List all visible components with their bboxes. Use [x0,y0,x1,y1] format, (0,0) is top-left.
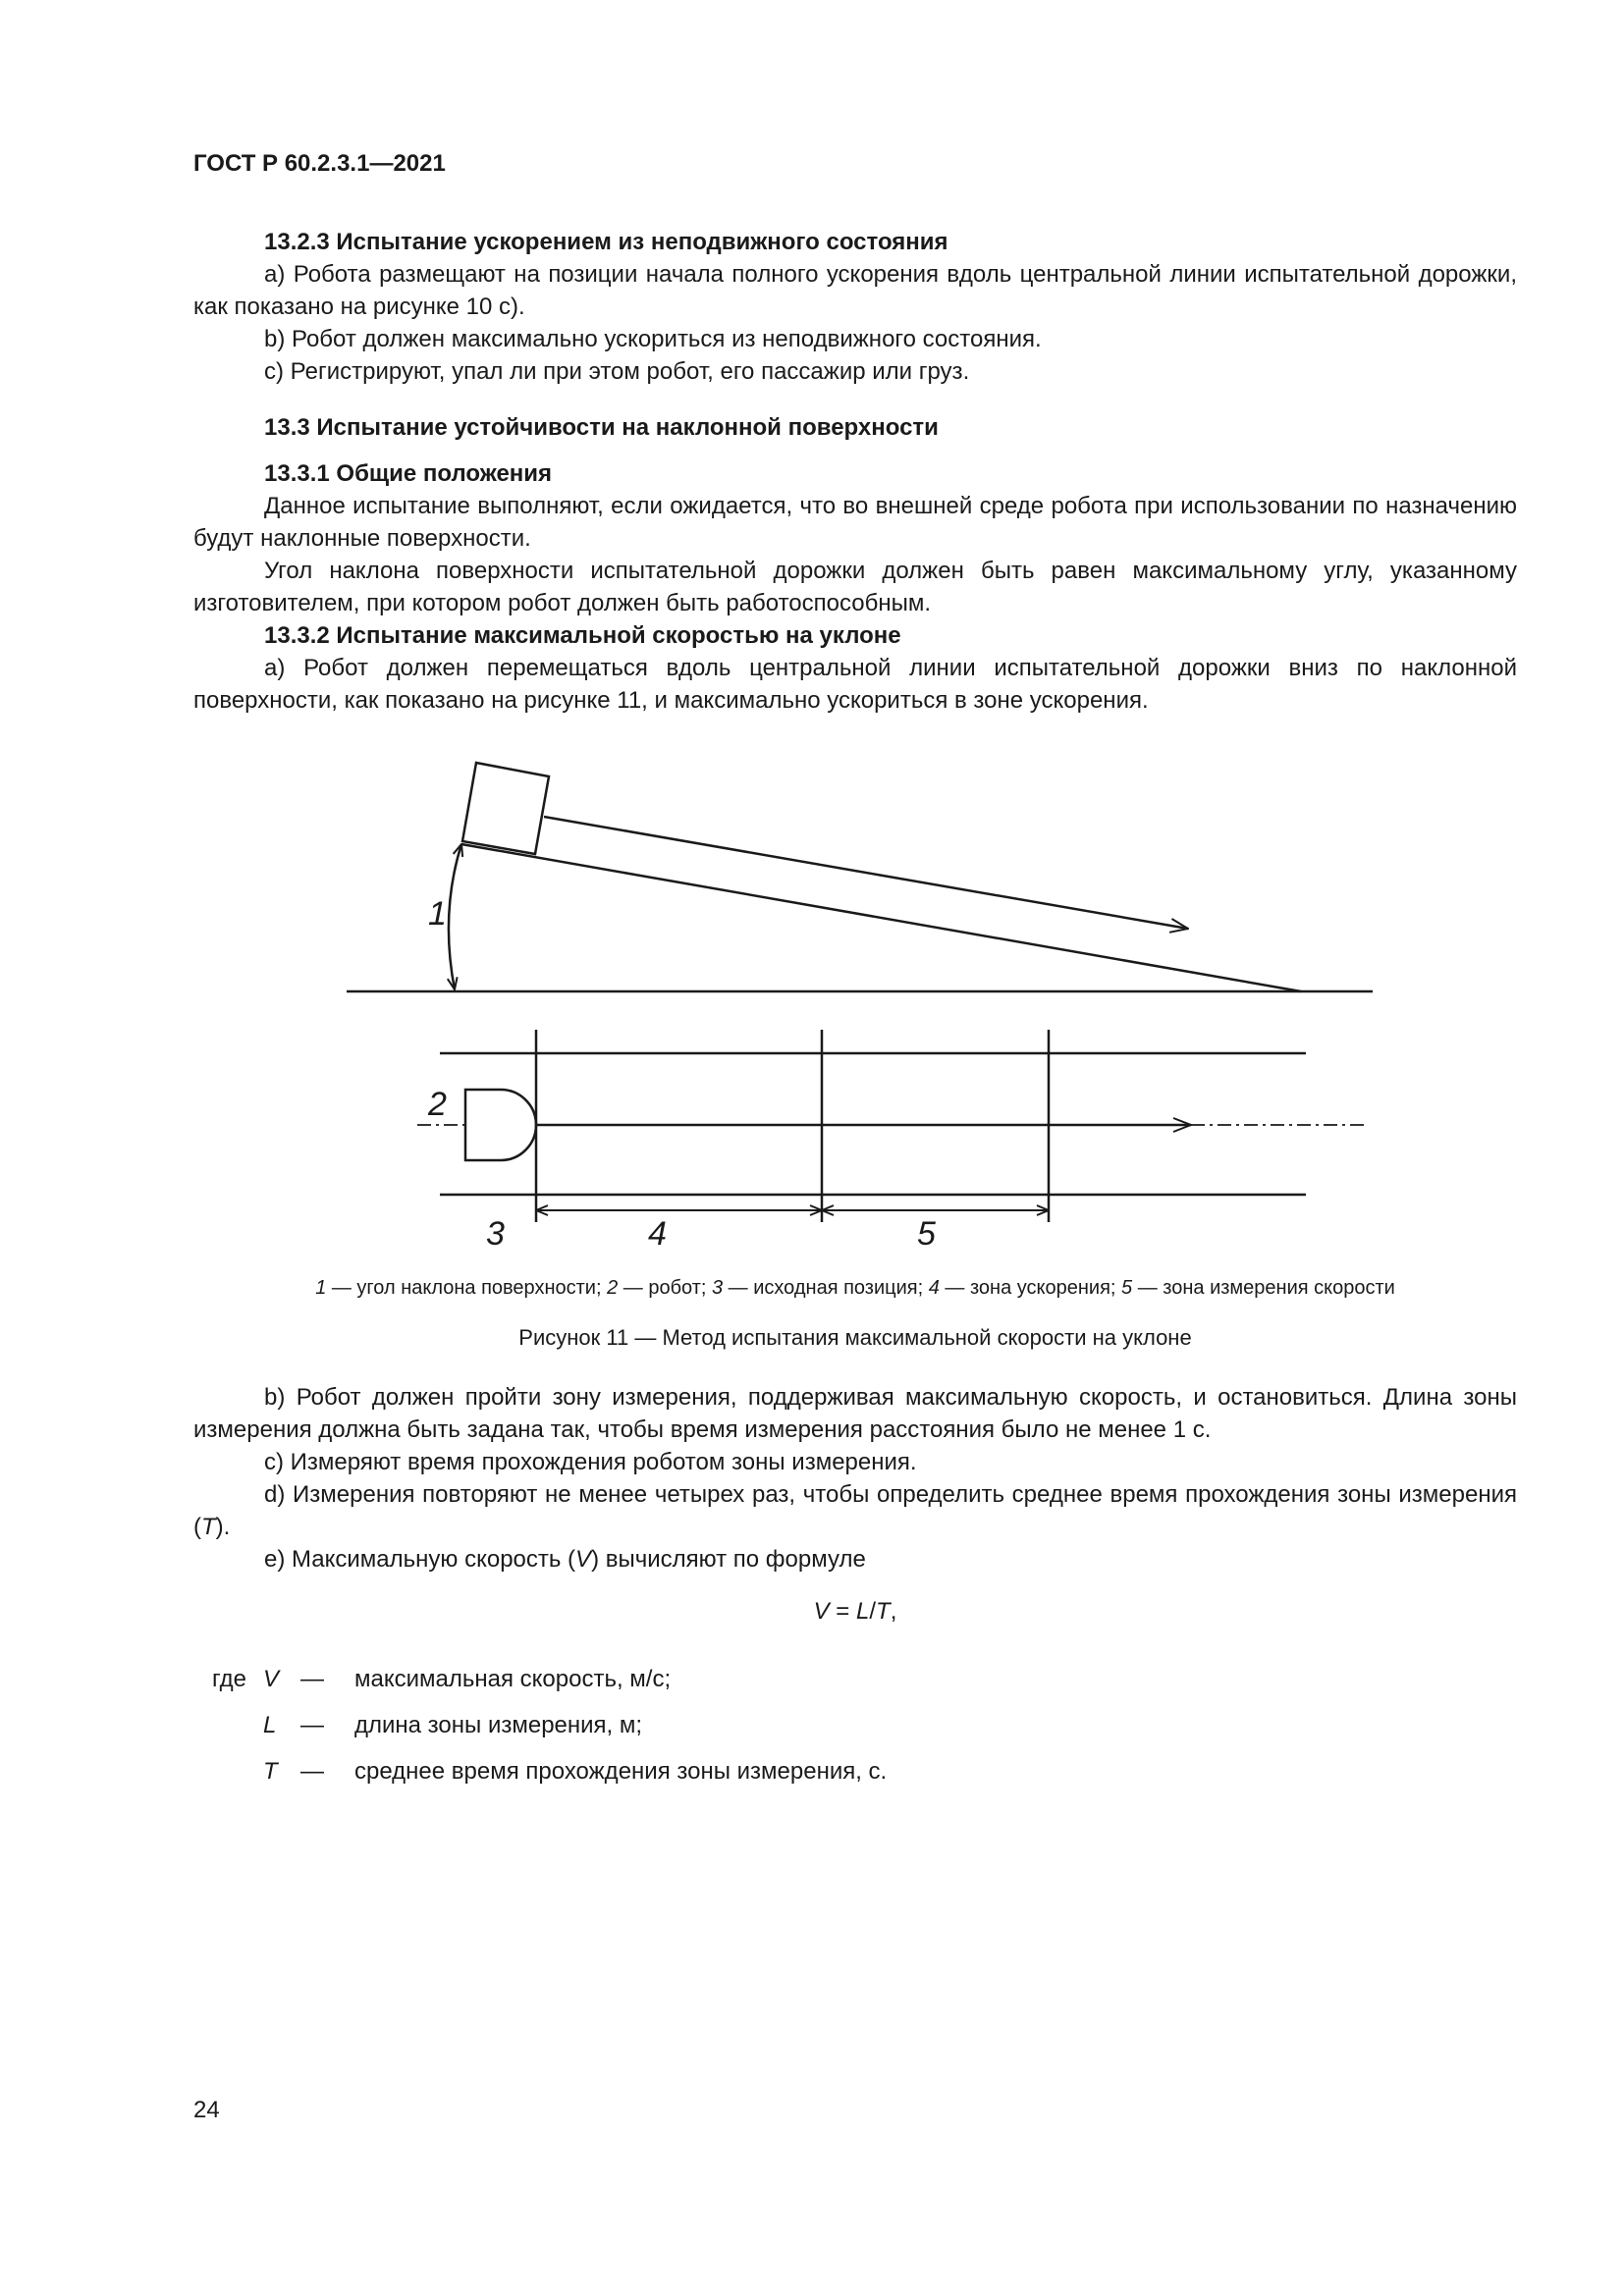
robot-side-view [462,763,549,854]
legend-num-2: 2 [607,1277,619,1299]
legend-num-1: 1 [315,1277,327,1299]
paragraph-13-3-1-2: Угол наклона поверхности испытательной дорожки должен быть равен максимальному углу, указанному изготовителем, при котором робот должен быть работоспособным. [193,558,1517,616]
paragraph-13-3-2-a: a) Робот должен перемещаться вдоль центральной линии испытательной дорожки вниз по наклонной поверхности, как показано на рисунке 11, и максимально ускориться в зоне ускорения. [193,655,1517,714]
para-e-pre: e) Максимальную скорость ( [264,1546,576,1573]
definition-dash: — [300,1666,324,1692]
label-3: 3 [486,1215,505,1253]
legend-text-4: — зона ускорения; [939,1277,1122,1299]
paragraph-13-3-2-d [193,1478,1517,1543]
definition-text: длина зоны измерения, м; [354,1712,643,1738]
paragraph-13-2-3-b: b) Робот должен максимально ускориться из неподвижного состояния. [264,326,1042,352]
slope-angle-arc [449,844,461,989]
definition-text: среднее время прохождения зоны измерения, с. [354,1758,888,1785]
robot-path-arrow [544,817,1188,929]
definition-prefix: где [212,1666,247,1692]
definition-dash: — [300,1712,324,1738]
paragraph-13-3-2-e [193,1543,1517,1575]
legend-text-5: — зона измерения скорости [1132,1277,1395,1299]
inclined-surface [461,844,1301,991]
page-number: 24 [193,2097,220,2123]
label-5: 5 [917,1215,936,1253]
definition-text: максимальная скорость, м/с; [354,1666,672,1692]
section-heading-13-2-3: 13.2.3 Испытание ускорением из неподвижного состояния [264,229,948,255]
legend-text-3: — исходная позиция; [723,1277,929,1299]
formula-l: L [856,1598,870,1625]
definition-symbol: L [263,1712,277,1738]
formula-end: , [890,1598,897,1625]
para-d-var: T [201,1514,216,1540]
paragraph-13-3-2-b: b) Робот должен пройти зону измерения, поддерживая максимальную скорость, и остановиться. Длина зоны измерения должна быть задана так, чтобы время измерения расстояния было не менее 1 с. [193,1384,1517,1443]
document-code: ГОСТ Р 60.2.3.1—2021 [193,150,446,177]
formula [193,1598,1517,1626]
definition-dash: — [300,1758,324,1785]
formula-slash: / [869,1598,877,1625]
para-e-post: ) вычисляют по формуле [591,1546,866,1573]
definition-symbol: V [263,1666,280,1692]
legend-num-3: 3 [711,1277,724,1299]
label-1: 1 [428,895,447,933]
text-block-after-figure [193,1381,1517,1575]
label-2: 2 [428,1086,447,1123]
para-d-post: ). [215,1514,231,1540]
legend-num-4: 4 [928,1277,940,1299]
label-4: 4 [648,1215,667,1253]
figure-legend [193,1277,1517,1300]
paragraph-13-3-1-1: Данное испытание выполняют, если ожидается, что во внешней среде робота при использовании по назначению будут наклонные поверхности. [193,493,1517,552]
legend-num-5: 5 [1121,1277,1133,1299]
section-heading-13-3-1: 13.3.1 Общие положения [264,460,553,487]
section-heading-13-3: 13.3 Испытание устойчивости на наклонной поверхности [264,414,939,441]
legend-text-2: — робот; [618,1277,712,1299]
formula-v: V [813,1598,830,1625]
robot-top-view [465,1090,536,1160]
legend-text-1: — угол наклона поверхности; [326,1277,608,1299]
figure-caption: Рисунок 11 — Метод испытания максимальной скорости на уклоне [518,1325,1192,1350]
para-e-var: V [575,1546,592,1573]
formula-t: T [876,1598,891,1625]
paragraph-13-2-3-a: a) Робота размещают на позиции начала полного ускорения вдоль центральной линии испытательной дорожки, как показано на рисунке 10 c). [193,261,1517,320]
paragraph-13-2-3-c: c) Регистрируют, упал ли при этом робот, его пассажир или груз. [264,358,970,385]
para-d-pre: d) Измерения повторяют не менее четырех раз, чтобы определить среднее время прохождения зоны измерения ( [193,1481,1517,1540]
paragraph-13-3-2-c: c) Измеряют время прохождения роботом зоны измерения. [264,1449,917,1475]
formula-eq: = [829,1598,856,1625]
section-heading-13-3-2: 13.3.2 Испытание максимальной скоростью на уклоне [264,622,901,649]
definition-symbol: T [263,1758,278,1785]
